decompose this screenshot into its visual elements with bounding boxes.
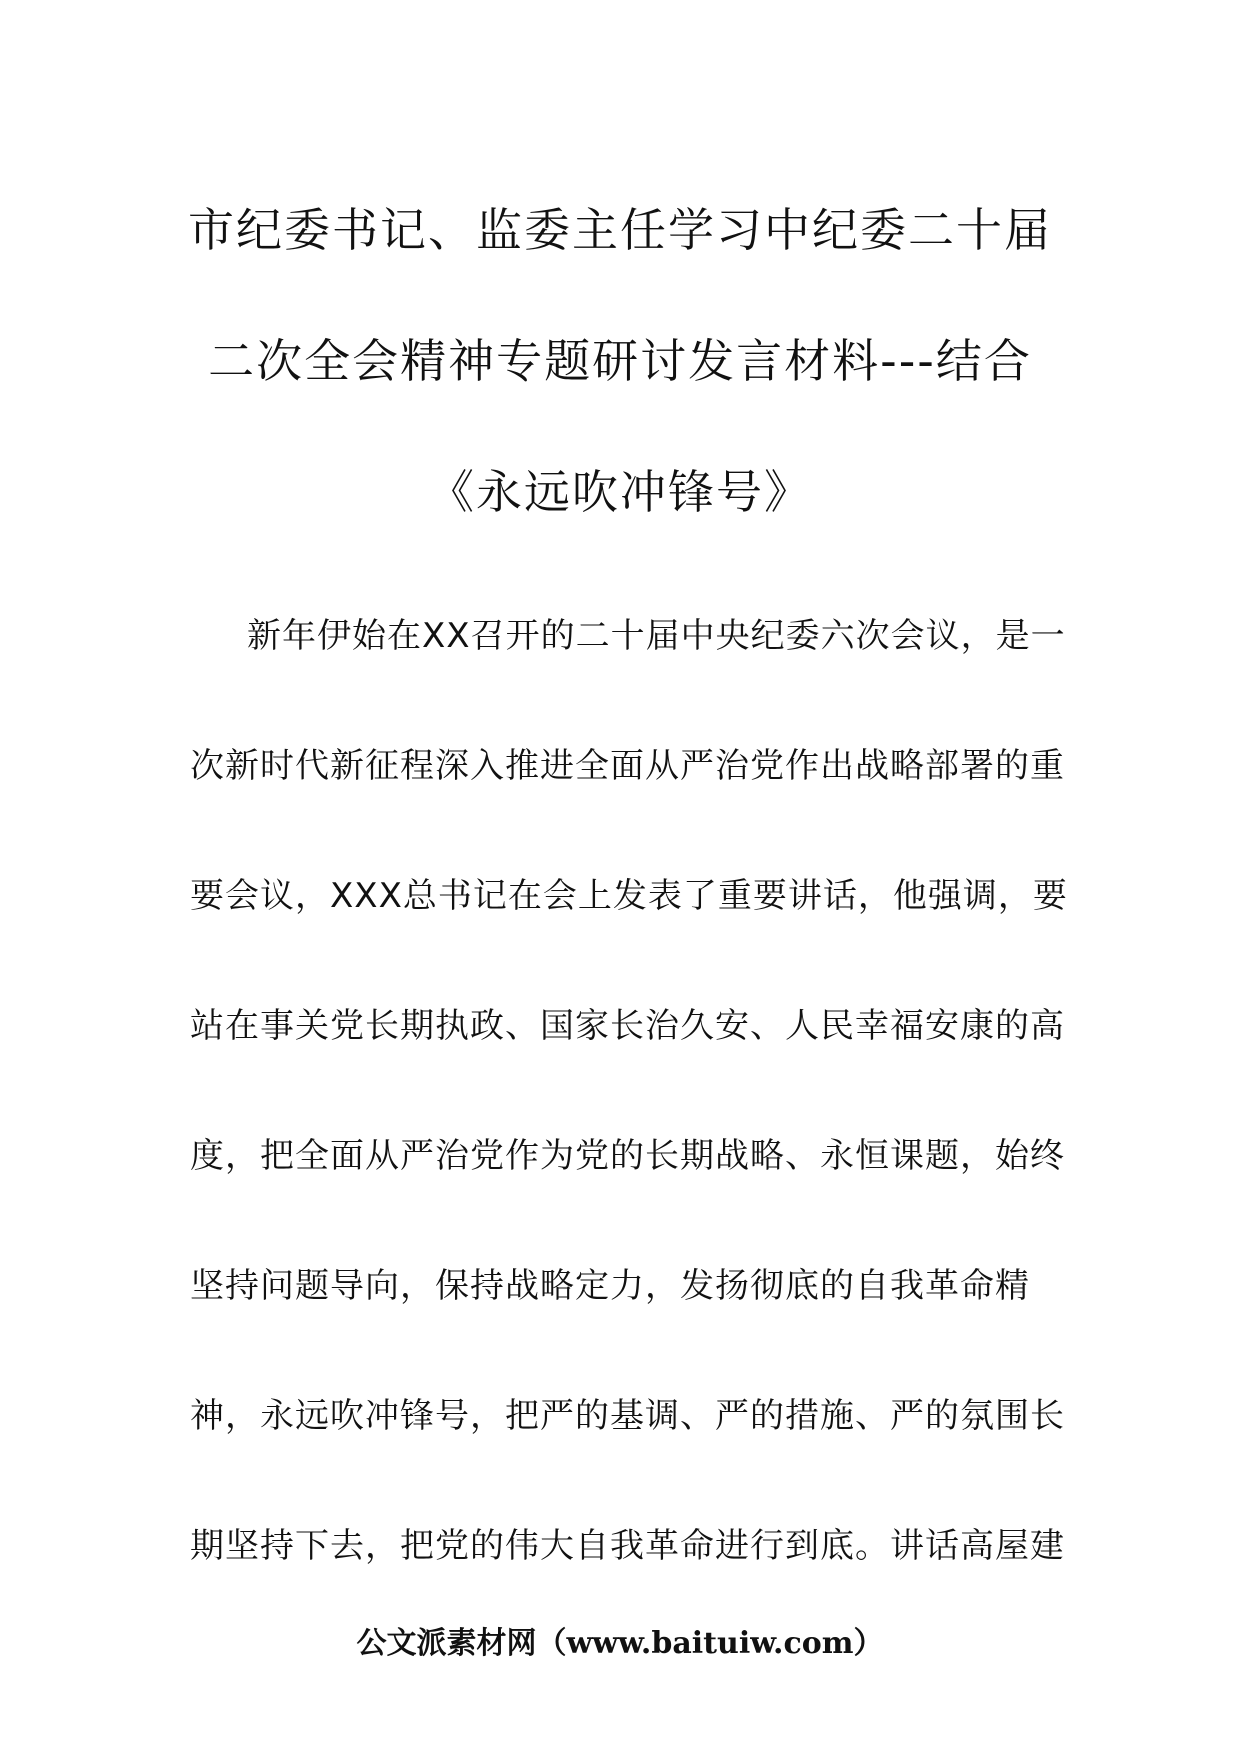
body-line: 站在事关党长期执政、国家长治久安、人民幸福安康的高 (190, 1006, 1065, 1046)
body-line: 次新时代新征程深入推进全面从严治党作出战略部署的重 (190, 746, 1065, 786)
document-title-line-1: 市纪委书记、监委主任学习中纪委二十届 (188, 203, 1052, 257)
body-line: 要会议，XXX总书记在会上发表了重要讲话，他强调，要 (190, 876, 1068, 916)
document-title-line-3: 《永远吹冲锋号》 (428, 465, 812, 519)
body-line: 度，把全面从严治党作为党的长期战略、永恒课题，始终 (190, 1136, 1065, 1176)
body-line: 新年伊始在XX召开的二十届中央纪委六次会议，是一 (247, 616, 1066, 656)
body-line: 神，永远吹冲锋号，把严的基调、严的措施、严的氛围长 (190, 1396, 1065, 1436)
document-title-line-2: 二次全会精神专题研讨发言材料---结合 (208, 334, 1032, 388)
body-line: 期坚持下去，把党的伟大自我革命进行到底。讲话高屋建 (190, 1526, 1065, 1566)
footer-watermark: 公文派素材网（www.baituiw.com） (356, 1626, 884, 1661)
body-line: 坚持问题导向，保持战略定力，发扬彻底的自我革命精 (190, 1266, 1030, 1306)
